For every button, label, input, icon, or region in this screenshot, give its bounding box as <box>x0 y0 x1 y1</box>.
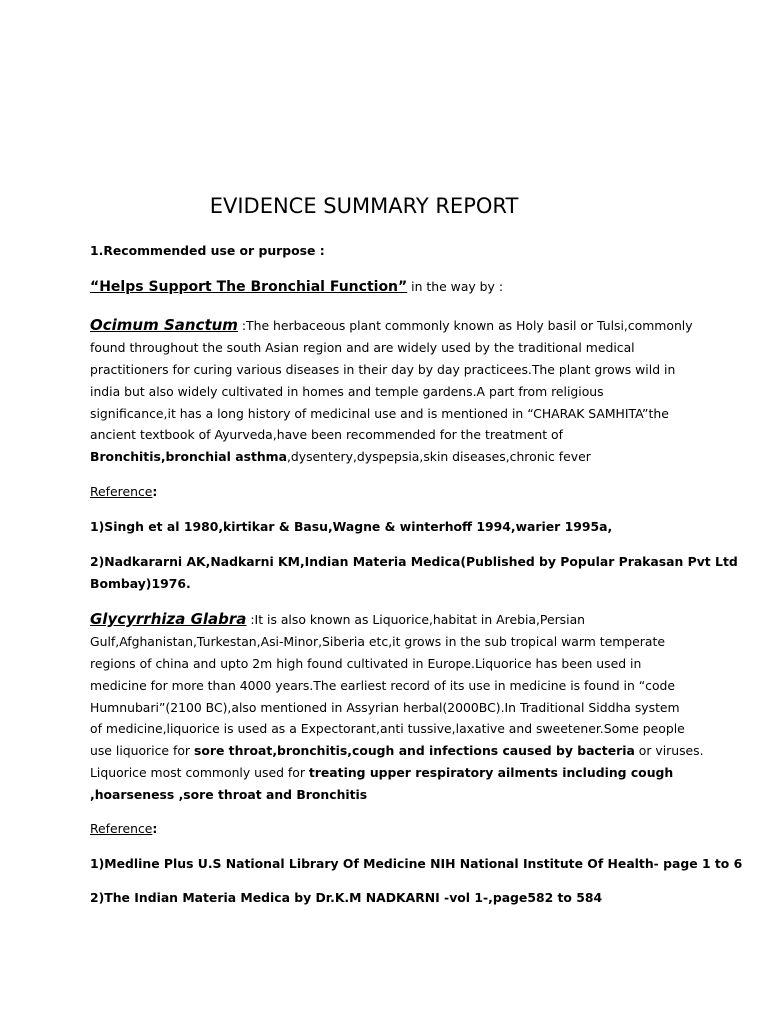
glycyrrhiza-line: Gulf,Afghanistan,Turkestan,Asi-Minor,Siberia etc,it grows in the sub tropical warm temperate <box>90 633 665 649</box>
reference-label: Reference <box>90 484 153 499</box>
ocimum-line: significance,it has a long history of medicinal use and is mentioned in “CHARAK SAMHITA”the <box>90 405 669 421</box>
reference-item: Bombay)1976. <box>90 575 191 591</box>
glycyrrhiza-line: or viruses. <box>634 743 704 759</box>
reference-colon: : <box>152 484 158 499</box>
glycyrrhiza-line: Liquorice most commonly used for <box>90 765 309 781</box>
ocimum-line: ancient textbook of Ayurveda,have been recommended for the treatment of <box>90 427 563 443</box>
ocimum-line: :The herbaceous plant commonly known as Holy basil or Tulsi,commonly <box>237 318 693 333</box>
glycyrrhiza-bold-conditions: sore throat,bronchitis,cough and infections caused by bacteria <box>193 743 635 759</box>
glycyrrhiza-line: :It is also known as Liquorice,habitat in Arebia,Persian <box>246 612 586 627</box>
herb-name-glycyrrhiza: Glycyrrhiza Glabra <box>90 610 247 628</box>
ocimum-line: found throughout the south Asian region and are widely used by the traditional medical <box>90 339 635 355</box>
reference-label: Reference <box>90 821 153 836</box>
glycyrrhiza-bold-uses: ,hoarseness ,sore throat and Bronchitis <box>90 787 368 803</box>
reference-item: 2)Nadkararni AK,Nadkarni KM,Indian Materia Medica(Published by Popular Prakasan Pvt Ltd <box>90 554 738 569</box>
report-title: EVIDENCE SUMMARY REPORT <box>209 194 519 218</box>
glycyrrhiza-line: of medicine,liquorice is used as a Expectorant,anti tussive,laxative and sweetener.Some people <box>90 721 685 737</box>
ocimum-line: ,dysentery,dyspepsia,skin diseases,chronic fever <box>286 449 591 465</box>
reference-2-item-1 <box>90 853 743 875</box>
glycyrrhiza-line: Humnubari”(2100 BC),also mentioned in Assyrian herbal(2000BC).In Traditional Siddha system <box>90 699 680 715</box>
glycyrrhiza-bold-uses: treating upper respiratory ailments including cough <box>308 765 674 781</box>
glycyrrhiza-line: regions of china and upto 2m high found cultivated in Europe.Liquorice has been used in <box>90 655 642 671</box>
ocimum-paragraph <box>90 315 693 468</box>
reference-1-item-2 <box>90 551 738 595</box>
ocimum-line: india but also widely cultivated in homes and temple gardens.A part from religious <box>90 383 604 399</box>
ocimum-bold-conditions: Bronchitis,bronchial asthma <box>90 449 287 465</box>
reference-1-heading <box>90 481 680 503</box>
reference-2-item-2 <box>90 887 680 909</box>
glycyrrhiza-line: use liquorice for <box>90 743 194 759</box>
glycyrrhiza-line: medicine for more than 4000 years.The earliest record of its use in medicine is found in “code <box>90 677 676 693</box>
reference-colon: : <box>152 821 158 836</box>
claim-line <box>90 276 680 298</box>
reference-2-heading <box>90 818 680 840</box>
claim-text: “Helps Support The Bronchial Function” <box>90 279 408 295</box>
claim-suffix: in the way by : <box>407 279 503 294</box>
reference-item: 1)Singh et al 1980,kirtikar & Basu,Wagne & winterhoff 1994,warier 1995a, <box>90 519 613 534</box>
glycyrrhiza-paragraph <box>90 609 704 806</box>
ocimum-line: practitioners for curing various diseases in their day by day practicees.The plant grows wild in <box>90 361 676 377</box>
section-heading: 1.Recommended use or purpose : <box>90 243 325 258</box>
section-recommended-use <box>90 240 680 262</box>
reference-item: 1)Medline Plus U.S National Library Of Medicine NIH National Institute Of Health- page 1 to 6 <box>90 856 743 871</box>
reference-item: 2)The Indian Materia Medica by Dr.K.M NADKARNI -vol 1-,page582 to 584 <box>90 890 603 905</box>
herb-name-ocimum: Ocimum Sanctum <box>90 316 238 334</box>
reference-1-item-1 <box>90 516 680 538</box>
